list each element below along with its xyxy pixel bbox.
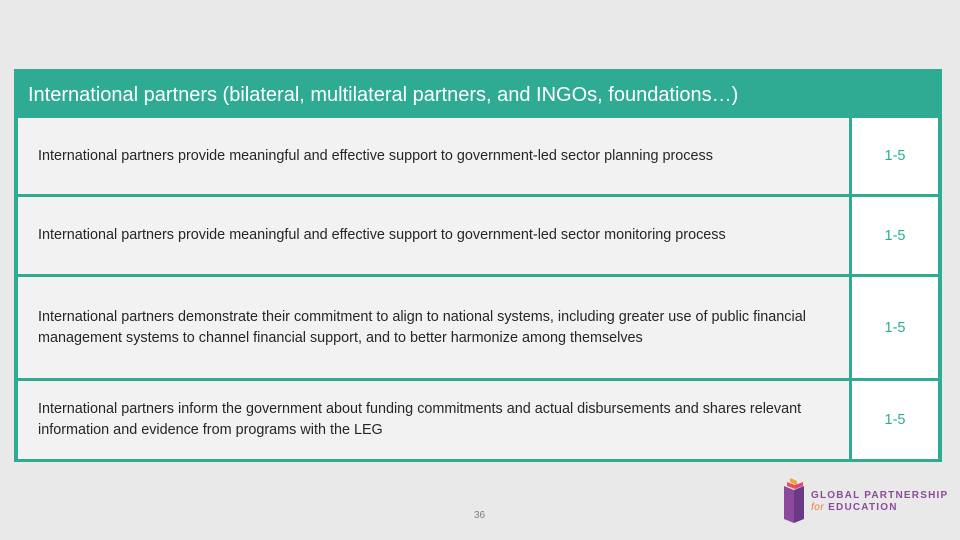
book-icon bbox=[782, 476, 808, 524]
row-score: 1-5 bbox=[852, 381, 938, 459]
table-row bbox=[18, 381, 938, 459]
table-row bbox=[18, 277, 938, 378]
row-description: International partners inform the government about funding commitments and actual disbursements and shares relevant information and evidence from programs with the LEG bbox=[18, 381, 849, 459]
logo-text-for: for bbox=[811, 502, 825, 513]
row-description: International partners provide meaningful and effective support to government-led sector monitoring process bbox=[18, 197, 849, 274]
logo-text-line2 bbox=[811, 502, 898, 513]
row-description: International partners provide meaningful and effective support to government-led sector planning process bbox=[18, 118, 849, 194]
criteria-table bbox=[14, 69, 942, 462]
table-header: International partners (bilateral, multilateral partners, and INGOs, foundations…) bbox=[28, 84, 739, 106]
row-score: 1-5 bbox=[852, 197, 938, 274]
row-description: International partners demonstrate their commitment to align to national systems, including greater use of public financial management systems to channel financial support, and to better harmonize among themselves bbox=[18, 277, 849, 378]
table-row bbox=[18, 118, 938, 194]
row-score: 1-5 bbox=[852, 277, 938, 378]
table-row bbox=[18, 197, 938, 274]
logo-text-line1: GLOBAL PARTNERSHIP bbox=[811, 490, 949, 501]
logo-text-education: EDUCATION bbox=[828, 502, 898, 513]
gpe-logo bbox=[782, 476, 952, 526]
row-score: 1-5 bbox=[852, 118, 938, 194]
page-number: 36 bbox=[474, 510, 486, 521]
